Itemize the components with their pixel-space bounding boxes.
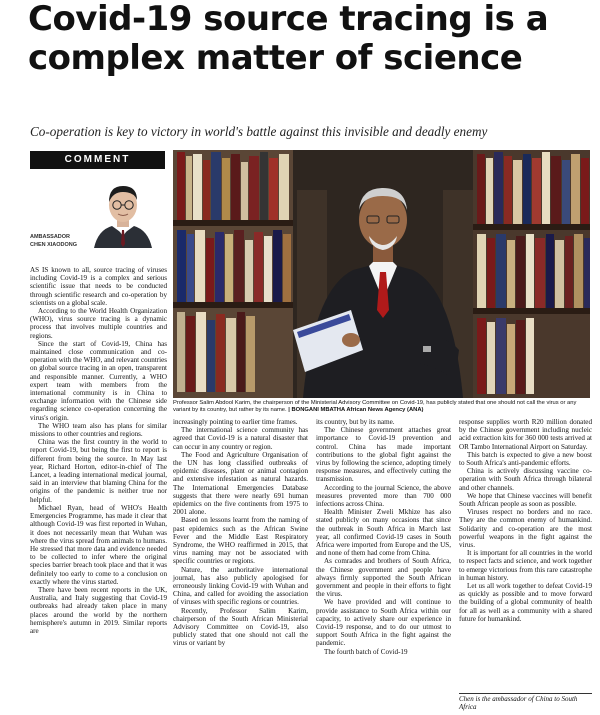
author-byline: Chen is the ambassador of China to South Africa	[459, 695, 578, 711]
article-column-2	[173, 418, 308, 648]
paragraph: This batch is expected to give a new boost to South Africa's anti-pandemic efforts.	[459, 450, 592, 468]
paragraph: The WHO team also has plans for similar missions to other countries and regions.	[30, 421, 167, 439]
paragraph: The international science community has agreed that Covid-19 is a natural disaster that can occur in any country or region.	[173, 426, 308, 451]
paragraph: Based on lessons learnt from the naming of past epidemics such as the African Swine Fever and the Middle East Respiratory Syndrome, the WHO reaffirmed in 2015, that virus naming may not be associated with specific countries or regions.	[173, 516, 308, 566]
section-label: COMMENT	[64, 154, 131, 165]
paragraph: Health Minister Zweli Mkhize has also stated publicly on many occasions that since the outbreak in South Africa in March last year, all confirmed Covid-19 cases in South Africa were imported from Europe and the US, and none of them had come from China.	[316, 508, 451, 558]
paragraph: Michael Ryan, head of WHO's Health Emergencies Programme, has made it clear that although Covid-19 was first reported in Wuhan, it does not necessarily mean that Wuhan was where the virus spread from animals to humans. He stressed that more data and evidence needed to be collected to infer where the original species barrier breach took place and that it was definitely too early to come to a conclusion on exactly where the virus started.	[30, 503, 167, 586]
paragraph: There have been recent reports in the UK, Australia, and Italy suggesting that Covid-19 outbreaks had already taken place in many places around the world by the northern hemisphere's autumn in 2019. Similar reports are	[30, 585, 167, 635]
subheadline: Co-operation is key to victory in world's battle against this invisible and deadly enemy	[30, 124, 488, 139]
author-name: CHEN XIAODONG	[30, 242, 78, 248]
paragraph: increasingly pointing to earlier time frames.	[173, 418, 298, 426]
author-title: AMBASSADOR	[30, 234, 71, 240]
paragraph: According to the World Health Organization (WHO), virus source tracing is a dynamic process that involves multiple countries and regions.	[30, 307, 167, 340]
author-label	[30, 233, 100, 249]
paragraph: The Food and Agriculture Organisation of the UN has long classified outbreaks of epidemic diseases, plant or animal contagion and extensive infestation as natural hazards. The International Emergencies Database suggests that there were nearly 691 human epidemics on the five continents from 1975 to 2001 alone.	[173, 450, 308, 517]
paragraph: The fourth batch of Covid-19	[324, 647, 408, 656]
paragraph: Viruses respect no borders and no race. They are the common enemy of humankind. Solidarity and co-operation are the most powerful weapons in the fight against the virus.	[459, 508, 592, 550]
paragraph: Nature, the authoritative international journal, has also publicly apologised for erroneously linking Covid-19 with Wuhan and China, and called for avoiding the association of viruses with specific regions or countries.	[173, 565, 308, 607]
paragraph: We have provided and will continue to provide assistance to South Africa within our capacity, to actively share our experience in Covid-19 response, and to do our utmost to support South Africa in the fight against the pandemic.	[316, 598, 451, 648]
photo-caption-text: Professor Salim Abdool Karim, the chairperson of the Ministerial Advisory Committee on Covid-19, has publicly stated that one should not call the virus or any variant by its country, but rather by its name.	[173, 400, 577, 414]
paragraph: It is important for all countries in the world to respect facts and science, and work together to emerge victorious from this rare catastrophe in human history.	[459, 549, 592, 582]
paragraph: Recently, Professor Salim Karim, chairperson of the South African Ministerial Advisory Committee on Covid-19, also publicly stated that one should not call the virus or variant by	[173, 606, 308, 648]
headline: Covid-19 source tracing is a complex matter of science	[28, 0, 549, 78]
right-bookshelf	[473, 150, 590, 398]
paragraph: China was the first country in the world to report Covid-19, but being the first to report is different from being the source. In May last year, Richard Horton, editor-in-chief of The Lancet, a leading international medical journal, said in an interview that blaming China for the origins of the pandemic is neither true nor helpful.	[30, 438, 167, 504]
paragraph: As comrades and brothers of South Africa, the Chinese government and people have always firmly supported the South African government and people in their efforts to fight the virus.	[316, 557, 451, 599]
paragraph: AS IS known to all, source tracing of viruses including Covid-19 is a complex and serious scientific issue that needs to be conducted through scientific research and co-operation by scientists on a global scale.	[30, 266, 167, 307]
photo-caption: Professor Salim Abdool Karim, the chairperson of the Ministerial Advisory Committee on Covid-19, has publicly stated that one should not call the virus or any variant by its country, but rather by its name. | BONGANI MBATHA African News Agency (ANA)	[173, 400, 577, 414]
paragraph: Since the start of Covid-19, China has maintained close communication and co-operation with the WHO, and relevant countries on global source tracing in an open, transparent and responsible manner. Currently, a WHO expert team with members from the international community is in China to exchange information with the Chinese side regarding science co-operation concerning the virus's origin.	[30, 339, 167, 422]
section-label-bar	[30, 151, 165, 169]
article-column-3	[316, 418, 451, 656]
paragraph: response supplies worth R20 million donated by the Chinese government including nucleic acid extraction kits for 360 000 tests arrived at OR Tambo International Airport on Saturday.	[459, 418, 592, 451]
library-photo	[173, 150, 590, 398]
article-column-4	[459, 418, 592, 623]
paragraph: According to the journal Science, the above measures prevented more than 700 000 infections across China.	[316, 483, 451, 509]
article-column-1	[30, 266, 167, 635]
paragraph: We hope that Chinese vaccines will benefit South African people as soon as possible.	[459, 491, 592, 509]
paragraph: its country, but by its name.	[316, 418, 395, 426]
photo-credit: BONGANI MBATHA African News Agency (ANA)	[291, 407, 424, 414]
paragraph: The Chinese government attaches great importance to Covid-19 prevention and control. China has made important contributions to the global fight against the virus by following the science, adopting timely response measures, and effectively cutting the transmission.	[316, 426, 451, 484]
paragraph: Let us all work together to defeat Covid-19 as quickly as possible and to move forward the building of a global community of health for all as well as a community with a shared future for humankind.	[459, 582, 592, 623]
paragraph: China is actively discussing vaccine co-operation with South Africa through bilateral and other channels.	[459, 467, 592, 492]
byline-divider	[459, 693, 592, 694]
